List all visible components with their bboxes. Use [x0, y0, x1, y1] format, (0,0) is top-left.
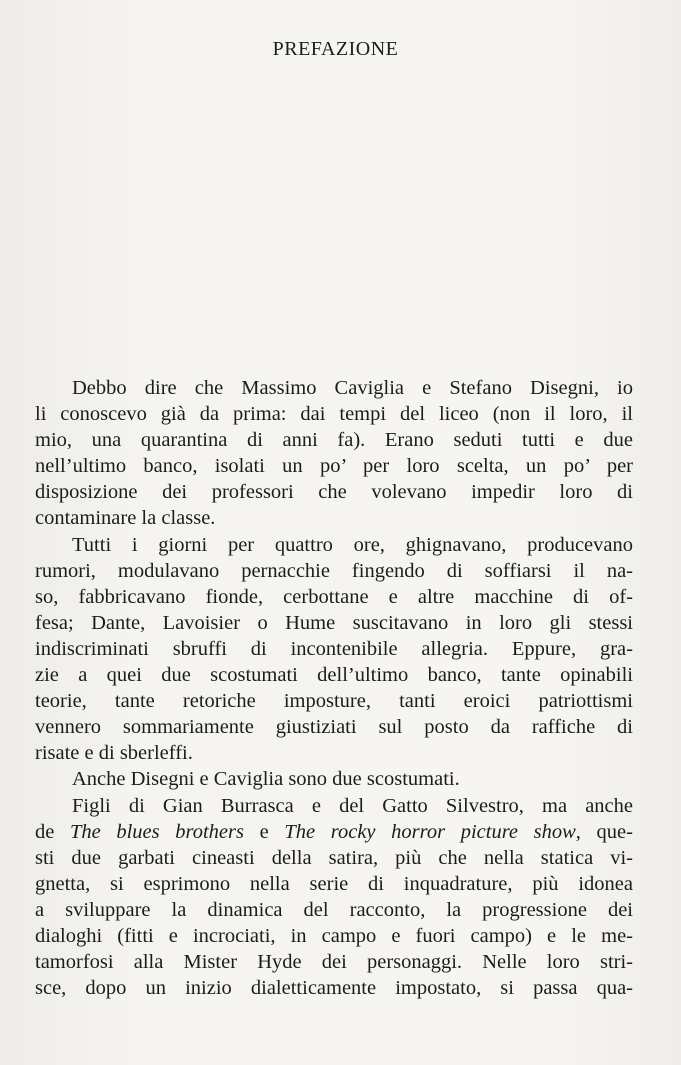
text-line: mio, una quarantina di anni fa). Erano seduti tutti e due — [35, 429, 633, 452]
text-line: nell’ultimo banco, isolati un po’ per loro scelta, un po’ per — [35, 455, 633, 478]
film-title: The blues brothers — [69, 820, 244, 843]
text-fragment: e — [244, 820, 285, 843]
text-line: rumori, modulavano pernacchie fingendo di soffiarsi il na- — [35, 559, 633, 582]
text-fragment: , que- — [575, 820, 633, 843]
text-line: Anche Disegni e Caviglia sono due scostumati. — [72, 768, 460, 791]
text-line: disposizione dei professori che volevano impedir loro di — [35, 481, 633, 504]
text-line: Tutti i giorni per quattro ore, ghignavano, producevano — [72, 533, 633, 556]
text-line: Debbo dire che Massimo Caviglia e Stefano Disegni, io — [72, 377, 633, 399]
text-line: indiscriminati sbruffi di incontenibile allegria. Eppure, gra- — [35, 637, 633, 660]
text-line: sce, dopo un inizio dialetticamente impostato, si passa qua- — [35, 977, 633, 1000]
text-fragment: de — [35, 820, 70, 843]
text-line: contaminare la classe. — [35, 507, 216, 530]
text-line: gnetta, si esprimono nella serie di inquadrature, più idonea — [35, 872, 633, 895]
text-line: tamorfosi alla Mister Hyde dei personaggi. Nelle loro stri- — [35, 951, 633, 974]
text-line-with-titles — [35, 819, 633, 845]
film-title: The rocky horror picture show — [284, 820, 576, 843]
text-line: vennero sommariamente giustiziati sul posto da raffiche di — [35, 716, 633, 739]
text-line: risate e di sberleffi. — [35, 742, 193, 765]
text-line: li conoscevo già da prima: dai tempi del liceo (non il loro, il — [35, 403, 633, 426]
page-title: PREFAZIONE — [272, 38, 399, 60]
text-line: dialoghi (fitti e incrociati, in campo e fuori campo) e le me- — [35, 924, 633, 947]
text-line: sti due garbati cineasti della satira, più che nella statica vi- — [35, 846, 633, 869]
text-line: zie a quei due scostumati dell’ultimo banco, tante opinabili — [35, 664, 633, 687]
text-line: a sviluppare la dinamica del racconto, la progressione dei — [35, 898, 633, 921]
text-line: Figli di Gian Burrasca e del Gatto Silvestro, ma anche — [72, 794, 633, 817]
text-line: teorie, tante retoriche imposture, tanti eroici patriottismi — [35, 690, 633, 713]
preface-body — [35, 375, 633, 1001]
text-line: so, fabbricavano fionde, cerbottane e altre macchine di of- — [35, 585, 633, 608]
text-line: fesa; Dante, Lavoisier o Hume suscitavano in loro gli stessi — [35, 611, 633, 634]
